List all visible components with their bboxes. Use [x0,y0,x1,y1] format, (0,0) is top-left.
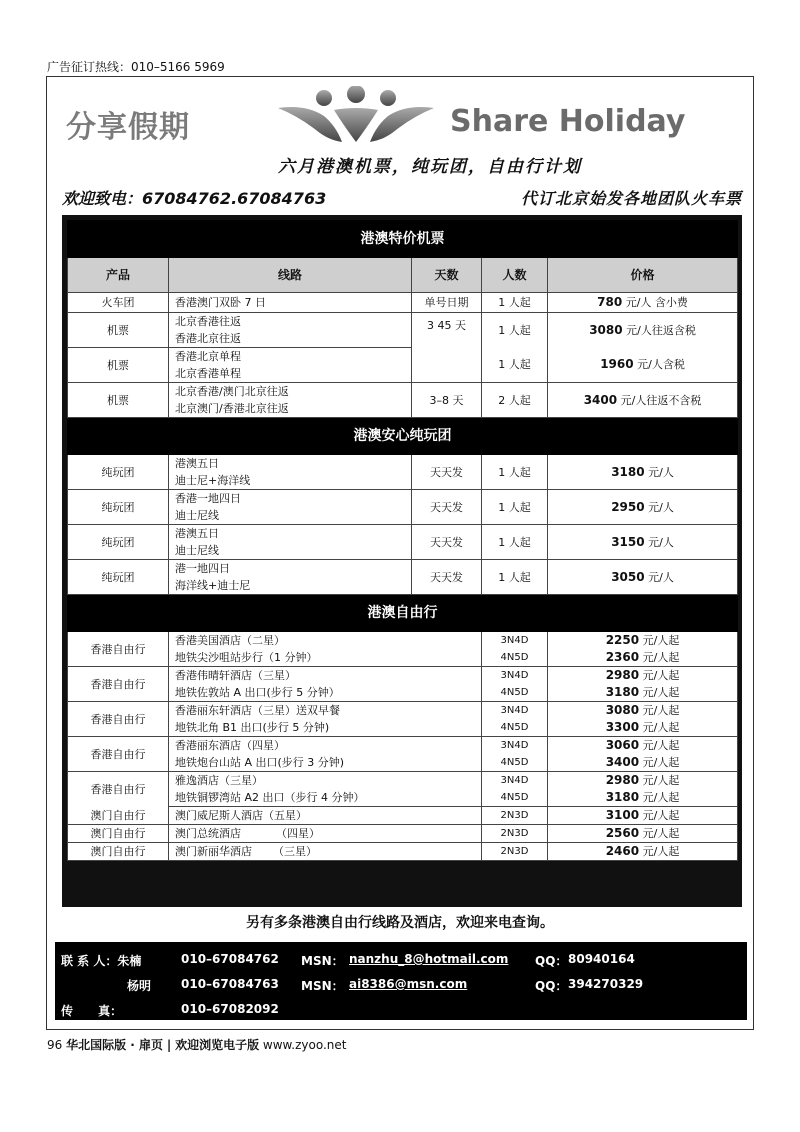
cell-route: 香港北京单程 北京香港单程 [169,348,412,383]
cell-product: 香港自由行 [68,702,169,737]
page-number: 96 [47,1038,63,1052]
cell-route: 北京香港往返 香港北京往返 [169,313,412,348]
qq-label-1: QQ： [535,954,568,968]
cell-days: 3 45 天 [412,313,482,383]
table-row [68,807,738,825]
three-figures-logo-icon [276,86,436,144]
table-row [68,737,738,772]
cell-product: 机票 [68,313,169,348]
cell-product: 纯玩团 [68,560,169,595]
brand-logo [62,86,742,144]
cell-product: 火车团 [68,293,169,313]
cell-product: 澳门自由行 [68,843,169,861]
cell-price: 3100 元/人起 [548,807,738,825]
cell-days: 3–8 天 [412,383,482,418]
cell-product: 机票 [68,383,169,418]
table-row [68,383,738,418]
col-route: 线路 [169,258,412,293]
fax-number: 010–67082092 [181,1002,279,1016]
cell-product: 香港自由行 [68,772,169,807]
cell-nights: 3N4D 4N5D [482,667,548,702]
cell-product: 澳门自由行 [68,825,169,843]
table-row [68,313,738,348]
cell-route: 港澳五日 迪士尼线 [169,525,412,560]
contact-person-1: 联 系 人：朱楠 [61,954,142,968]
cell-people: 1 人起 [482,313,548,348]
table-row [68,455,738,490]
brand-name-cn: 分享假期 [66,110,190,145]
cell-route: 香港美国酒店（二星） 地铁尖沙咀站步行（1 分钟） [169,632,482,667]
page-subtitle: 六月港澳机票，纯玩团，自由行计划 [278,157,582,177]
cell-days: 天天发 [412,490,482,525]
cell-price: 2460 元/人起 [548,843,738,861]
col-product: 产品 [68,258,169,293]
section-air-tickets: 港澳特价机票 [68,221,738,258]
cell-price: 3080 元/人往返含税 [548,313,738,348]
cell-product: 纯玩团 [68,490,169,525]
cell-price: 2980 元/人起 3180 元/人起 [548,667,738,702]
cell-nights: 2N3D [482,807,548,825]
table-row [68,632,738,667]
cell-price: 2560 元/人起 [548,825,738,843]
page-footer [47,1036,346,1053]
cell-days: 天天发 [412,525,482,560]
edition-label: 华北国际版 · 扉页 [66,1038,164,1052]
ad-hotline: 广告征订热线：010–5166 5969 [47,60,225,74]
cell-nights: 2N3D [482,825,548,843]
cell-people: 1 人起 [482,455,548,490]
cell-nights: 3N4D 4N5D [482,632,548,667]
cell-price: 3180 元/人 [548,455,738,490]
cell-route: 雅逸酒店（三星） 地铁铜锣湾站 A2 出口（步行 4 分钟） [169,772,482,807]
cell-price: 3060 元/人起 3400 元/人起 [548,737,738,772]
section-free-travel: 港澳自由行 [68,595,738,632]
table-row [68,293,738,313]
cell-route: 澳门新丽华酒店 （三星） [169,843,482,861]
cell-price: 3050 元/人 [548,560,738,595]
cell-route: 澳门威尼斯人酒店（五星） [169,807,482,825]
cell-route: 香港澳门双卧 7 日 [169,293,412,313]
cell-price: 2950 元/人 [548,490,738,525]
price-table [67,220,738,861]
phone-1: 010–67084762 [181,952,279,966]
more-routes-note: 另有多条港澳自由行线路及酒店，欢迎来电查询。 [246,915,554,931]
cell-route: 港澳五日 迪士尼+海洋线 [169,455,412,490]
cell-people: 2 人起 [482,383,548,418]
cell-product: 香港自由行 [68,737,169,772]
table-row [68,825,738,843]
cell-people: 1 人起 [482,490,548,525]
cell-product: 香港自由行 [68,667,169,702]
cell-price: 3080 元/人起 3300 元/人起 [548,702,738,737]
cell-product: 机票 [68,348,169,383]
cell-nights: 3N4D 4N5D [482,772,548,807]
footer-url-link[interactable]: www.zyoo.net [262,1038,347,1052]
table-row [68,772,738,807]
msn-link-1[interactable]: nanzhu_8@hotmail.com [349,952,509,966]
phone-2: 010–67084763 [181,977,279,991]
fax-label: 传 真： [61,1004,123,1018]
cell-product: 香港自由行 [68,632,169,667]
footer-separator: | [166,1038,172,1052]
cell-product: 纯玩团 [68,455,169,490]
cell-nights: 3N4D 4N5D [482,737,548,772]
cell-nights: 3N4D 4N5D [482,702,548,737]
cell-product: 澳门自由行 [68,807,169,825]
contact-line [62,186,742,210]
table-row [68,667,738,702]
cell-product: 纯玩团 [68,525,169,560]
table-row [68,525,738,560]
qq-1: 80940164 [568,952,635,966]
section-tours: 港澳安心纯玩团 [68,418,738,455]
cell-price: 3150 元/人 [548,525,738,560]
cell-price: 2980 元/人起 3180 元/人起 [548,772,738,807]
table-row [68,560,738,595]
cell-route: 北京香港/澳门北京往返 北京澳门/香港北京往返 [169,383,412,418]
contact-person-2: 杨明 [127,979,152,993]
cell-route: 香港丽东酒店（四星） 地铁炮台山站 A 出口(步行 3 分钟) [169,737,482,772]
cell-route: 香港一地四日 迪士尼线 [169,490,412,525]
msn-label-1: MSN： [301,954,344,968]
col-price: 价格 [548,258,738,293]
col-days: 天数 [412,258,482,293]
cell-people: 1 人起 [482,348,548,383]
cell-people: 1 人起 [482,560,548,595]
table-row [68,490,738,525]
price-table-panel [62,215,742,907]
cell-price: 3400 元/人往返不含税 [548,383,738,418]
cell-days: 天天发 [412,560,482,595]
train-ticket-service: 代订北京始发各地团队火车票 [520,189,742,208]
qq-label-2: QQ： [535,979,568,993]
cell-price: 1960 元/人含税 [548,348,738,383]
cell-price: 780 元/人 含小费 [548,293,738,313]
col-people: 人数 [482,258,548,293]
cell-days: 单号日期 [412,293,482,313]
cell-route: 香港伟晴轩酒店（三星） 地铁佐敦站 A 出口(步行 5 分钟） [169,667,482,702]
cell-route: 澳门总统酒店 （四星） [169,825,482,843]
table-row [68,702,738,737]
brand-name-en: Share Holiday [450,104,686,139]
msn-link-2[interactable]: ai8386@msn.com [349,977,468,991]
msn-label-2: MSN： [301,979,344,993]
table-row [68,843,738,861]
qq-2: 394270329 [568,977,644,991]
cell-days: 天天发 [412,455,482,490]
contact-box [55,942,747,1020]
cell-route: 港一地四日 海洋线+迪士尼 [169,560,412,595]
cell-nights: 2N3D [482,843,548,861]
cell-people: 1 人起 [482,525,548,560]
table-row [68,348,738,383]
footer-text: 欢迎浏览电子版 [175,1038,260,1052]
contact-phone: 欢迎致电：67084762.67084763 [62,189,327,208]
table-header [68,258,738,293]
cell-people: 1 人起 [482,293,548,313]
cell-route: 香港丽东轩酒店（三星）送双早餐 地铁北角 B1 出口(步行 5 分钟) [169,702,482,737]
cell-price: 2250 元/人起 2360 元/人起 [548,632,738,667]
